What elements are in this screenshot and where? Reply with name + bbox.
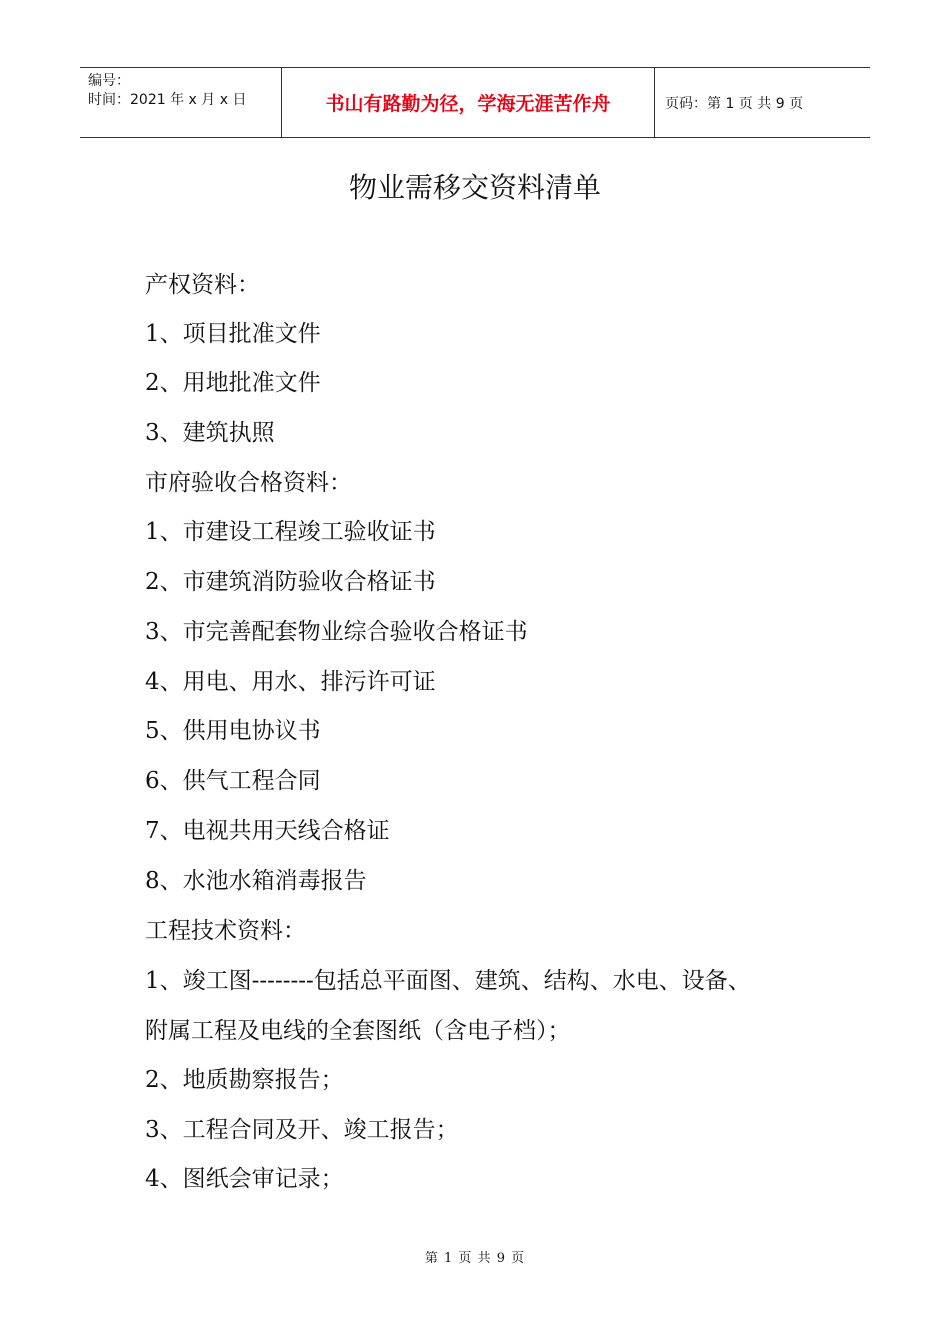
list-item: 5、供用电协议书 (145, 718, 321, 744)
list-item: 4、用电、用水、排污许可证 (145, 669, 436, 695)
list-item: 4、图纸会审记录； (145, 1166, 344, 1192)
header-meta (80, 68, 282, 137)
list-item: 1、市建设工程竣工验收证书 (145, 519, 436, 545)
list-item: 2、地质勘察报告； (145, 1067, 344, 1093)
list-item: 2、市建筑消防验收合格证书 (145, 569, 436, 595)
list-item: 附属工程及电线的全套图纸（含电子档）； (145, 1018, 571, 1044)
section-heading-property: 产权资料： (145, 272, 260, 298)
list-item: 6、供气工程合同 (145, 768, 321, 794)
list-item: 3、市完善配套物业综合验收合格证书 (145, 619, 528, 645)
section-heading-technical: 工程技术资料： (145, 918, 306, 944)
page-footer: 第 1 页 共 9 页 (424, 1251, 526, 1266)
list-item: 2、用地批准文件 (145, 370, 321, 396)
list-item: 3、建筑执照 (145, 420, 275, 446)
list-item: 8、水池水箱消毒报告 (145, 868, 367, 894)
list-item: 3、工程合同及开、竣工报告； (145, 1117, 459, 1143)
document-time-label: 时间：2021 年 x 月 x 日 (88, 92, 247, 108)
document-title: 物业需移交资料清单 (348, 171, 601, 204)
list-item: 7、电视共用天线合格证 (145, 818, 390, 844)
list-item: 1、竣工图--------包括总平面图、建筑、结构、水电、设备、 (145, 968, 751, 994)
list-item: 1、项目批准文件 (145, 321, 321, 347)
header-page-info: 页码：第 1 页 共 9 页 (665, 95, 804, 112)
header-motto: 书山有路勤为径，学海无涯苦作舟 (282, 68, 655, 137)
document-number-label: 编号： (88, 73, 130, 89)
page-header (80, 67, 870, 138)
section-heading-acceptance: 市府验收合格资料： (145, 470, 352, 496)
